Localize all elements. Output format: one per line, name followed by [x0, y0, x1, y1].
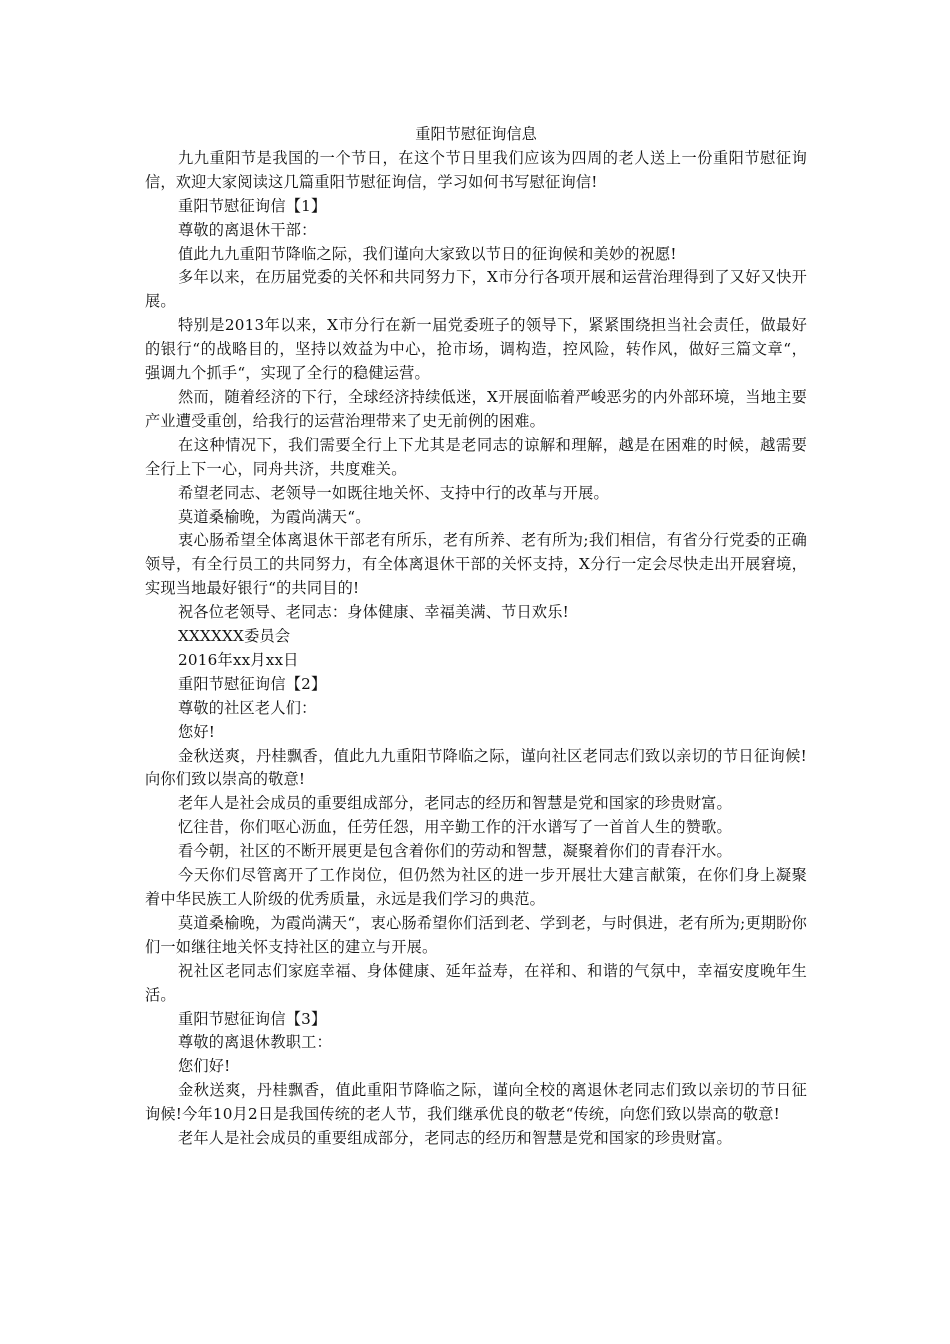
letter-2-closing: 祝社区老同志们家庭幸福、身体健康、延年益寿，在祥和、和谐的气氛中，幸福安度晚年生活。: [145, 961, 807, 1004]
letter-2-salutation: 尊敬的社区老人们：: [178, 698, 317, 717]
letter-1-closing: 祝各位老领导、老同志：身体健康、幸福美满、节日欢乐!: [178, 603, 569, 622]
letter-1-signature: XXXXXX委员会: [178, 627, 291, 646]
paragraph: 值此九九重阳节降临之际，我们谨向大家致以节日的征询候和美妙的祝愿!: [178, 244, 677, 263]
paragraph: 忆往昔，你们呕心沥血，任劳任怨，用辛勤工作的汗水谱写了一首首人生的赞歌。: [178, 818, 732, 837]
paragraph: 老年人是社会成员的重要组成部分，老同志的经历和智慧是党和国家的珍贵财富。: [178, 1129, 732, 1148]
paragraph: 金秋送爽，丹桂飘香，值此九九重阳节降临之际，谨向社区老同志们致以亲切的节日征询候!向你们致以崇高的敬意!: [145, 746, 807, 789]
paragraph: 今天你们尽管离开了工作岗位，但仍然为社区的进一步开展壮大建言献策，在你们身上凝聚着中华民族工人阶级的优秀质量，永远是我们学习的典范。: [145, 866, 807, 908]
paragraph-intro: 九九重阳节是我国的一个节日，在这个节日里我们应该为四周的老人送上一份重阳节慰征询信，欢迎大家阅读这几篇重阳节慰征询信，学习如何书写慰征询信!: [145, 148, 807, 191]
paragraph: 莫道桑榆晚，为霞尚满天“。: [178, 507, 371, 526]
letter-1-date: 2016年xx月xx日: [178, 650, 299, 669]
paragraph: 多年以来，在历届党委的关怀和共同努力下，X市分行各项开展和运营治理得到了又好又快开展。: [145, 268, 807, 311]
paragraph: 然而，随着经济的下行，全球经济持续低迷，X开展面临着严峻恶劣的内外部环境，当地主要产业遭受重创，给我行的运营治理带来了史无前例的困难。: [145, 387, 807, 430]
letter-1-salutation: 尊敬的离退休干部：: [178, 220, 317, 239]
paragraph: 莫道桑榆晚，为霞尚满天“，衷心肠希望你们活到老、学到老，与时俱进，老有所为;更期盼你们一如继往地关怀支持社区的建立与开展。: [145, 913, 807, 956]
paragraph: 金秋送爽，丹桂飘香，值此重阳节降临之际，谨向全校的离退休老同志们致以亲切的节日征询候!今年10月2日是我国传统的老人节，我们继承优良的敬老“传统，向您们致以崇高的敬意!: [145, 1081, 807, 1124]
letter-1-heading: 重阳节慰征询信【1】: [178, 196, 327, 215]
paragraph: 希望老同志、老领导一如既往地关怀、支持中行的改革与开展。: [178, 483, 609, 502]
document-title: 重阳节慰征询信息: [415, 125, 537, 143]
paragraph: 看今朝，社区的不断开展更是包含着你们的劳动和智慧，凝聚着你们的青春汗水。: [178, 842, 732, 861]
paragraph: 特别是2013年以来，X市分行在新一届党委班子的领导下，紧紧围绕担当社会责任，做最好的银行“的战略目的，坚持以效益为中心，抢市场，调构造，控风险，转作风，做好三篇文章“，强调九个抓手“，实现了全行的稳健运营。: [145, 316, 807, 383]
letter-3-greeting: 您们好!: [178, 1057, 231, 1076]
letter-3-heading: 重阳节慰征询信【3】: [178, 1009, 327, 1028]
letter-3-salutation: 尊敬的离退休教职工：: [178, 1033, 332, 1052]
paragraph: 老年人是社会成员的重要组成部分，老同志的经历和智慧是党和国家的珍贵财富。: [178, 794, 732, 813]
letter-2-greeting: 您好!: [178, 722, 216, 741]
paragraph: 在这种情况下，我们需要全行上下尤其是老同志的谅解和理解，越是在困难的时候，越需要全行上下一心，同舟共济，共度难关。: [145, 435, 807, 478]
paragraph: 衷心肠希望全体离退休干部老有所乐，老有所养、老有所为;我们相信，有省分行党委的正确领导，有全行员工的共同努力，有全体离退休干部的关怀支持，X分行一定会尽快走出开展窘境，实现当地最好银行“的共同目的!: [145, 531, 807, 598]
document-body: [145, 123, 807, 1151]
letter-2-heading: 重阳节慰征询信【2】: [178, 674, 327, 693]
